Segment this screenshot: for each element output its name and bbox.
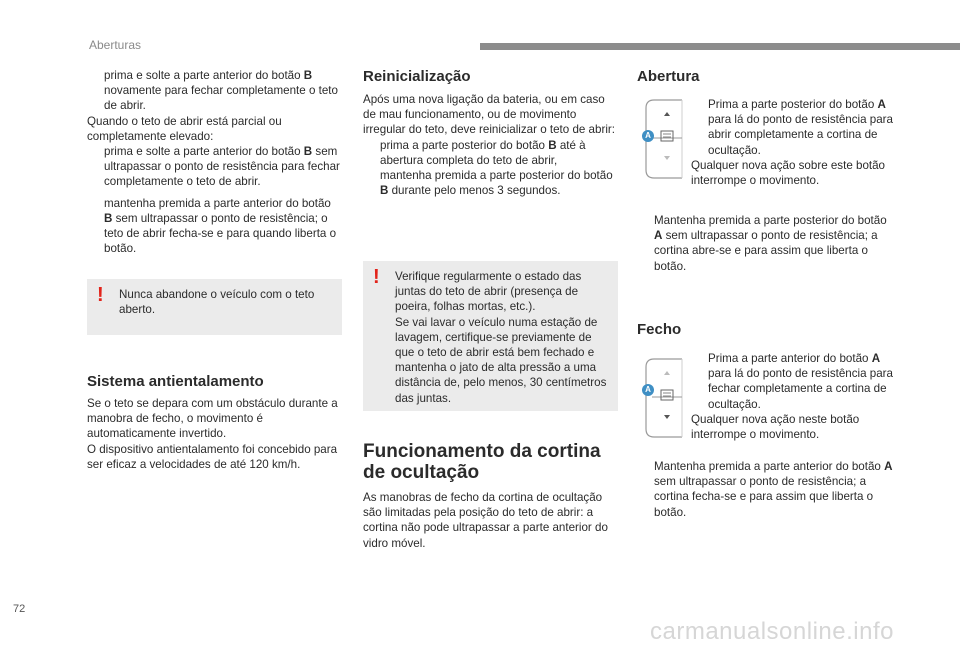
reset-text xyxy=(363,92,618,198)
button-key: B xyxy=(303,145,313,159)
paragraph: Se o teto se depara com um obstáculo durante a manobra de fecho, o movimento é automaticamente invertido. xyxy=(87,397,338,441)
note-text: Verifique regularmente o estado das juntas do teto de abrir (presença de poeira, folhas mortas, etc.). xyxy=(395,270,582,314)
list-item-text: prima e solte a parte anterior do botão xyxy=(104,145,304,159)
paragraph: Após uma nova ligação da bateria, ou em caso de mau funcionamento, ou de movimento irregular do teto, deve reinicializar o teto de abrir: xyxy=(363,93,615,137)
list-item xyxy=(363,138,618,168)
column-1 xyxy=(87,68,342,256)
heading-close: Fecho xyxy=(637,321,682,338)
list-item xyxy=(363,168,618,198)
open-text xyxy=(691,97,896,188)
warning-icon: ! xyxy=(373,266,380,288)
button-key: B xyxy=(548,138,557,152)
list-item xyxy=(87,196,342,257)
header-bar xyxy=(480,43,960,50)
list-item-text: novamente para fechar completamente o teto de abrir. xyxy=(104,84,338,113)
switch-close-diagram xyxy=(642,357,687,439)
list-item-text: até à abertura completa do teto de abrir, xyxy=(380,138,586,167)
section-title: Aberturas xyxy=(89,38,142,52)
button-key: A xyxy=(871,352,881,365)
button-key: A xyxy=(877,98,886,111)
paragraph: O dispositivo antientalamento foi concebido para ser eficaz a velocidades de até 120 km/h. xyxy=(87,442,338,471)
heading-anti-pinch: Sistema antientalamento xyxy=(87,373,264,390)
heading-blind-operation xyxy=(363,441,601,483)
paragraph: Qualquer nova ação sobre este botão interrompe o movimento. xyxy=(691,158,886,188)
close-hold-text xyxy=(637,459,895,520)
list-item-text: sem ultrapassar o ponto de resistência para fechar completamente o teto de abrir. xyxy=(104,145,340,189)
list-item-text: sem ultrapassar o ponto de resistência; a cortina abre-se e para assim que liberta o botão. xyxy=(654,229,878,273)
note-text: Se vai lavar o veículo numa estação de lavagem, certifique-se previamente de que o teto de abrir está bem fechado e mantenha o jato de alta pressão a uma distância de, pelo menos, 30 centímetros das juntas. xyxy=(395,315,607,405)
close-text xyxy=(691,351,896,442)
list-item xyxy=(87,68,342,114)
list-item-text: Prima a parte posterior do botão xyxy=(708,98,878,111)
list-item xyxy=(691,97,896,158)
list-item xyxy=(637,459,895,520)
button-key: B xyxy=(380,184,389,198)
page-number: 72 xyxy=(13,603,26,615)
list-item-text: mantenha premida a parte posterior do botão xyxy=(380,169,613,183)
list-item-text: para lá do ponto de resistência para abrir completamente a cortina de ocultação. xyxy=(708,113,893,157)
label-a-badge: A xyxy=(642,384,654,396)
warning-icon: ! xyxy=(97,284,104,306)
watermark: carmanualsonline.info xyxy=(650,618,894,645)
list-item xyxy=(691,351,896,412)
warning-note xyxy=(87,279,342,335)
anti-pinch-text xyxy=(87,396,342,472)
list-item-text: Mantenha premida a parte posterior do botão xyxy=(654,214,887,227)
heading-line: Funcionamento da cortina xyxy=(363,441,601,462)
heading-reset: Reinicialização xyxy=(363,68,471,85)
list-item xyxy=(87,144,342,190)
paragraph: Qualquer nova ação neste botão interrompe o movimento. xyxy=(691,412,860,442)
heading-line: de ocultação xyxy=(363,462,480,483)
label-a-badge: A xyxy=(642,130,654,142)
paragraph: As manobras de fecho da cortina de ocultação são limitadas pela posição do teto de abrir: a cortina não pode ultrapassar a parte anterior do vidro móvel. xyxy=(363,491,608,550)
note-text: Nunca abandone o veículo com o teto aberto. xyxy=(119,288,315,317)
button-key: A xyxy=(654,229,663,243)
warning-note xyxy=(363,261,618,411)
blind-text xyxy=(363,490,618,551)
heading-open: Abertura xyxy=(637,68,700,85)
paragraph: Quando o teto de abrir está parcial ou completamente elevado: xyxy=(87,114,282,143)
list-item-text: mantenha premida a parte anterior do botão xyxy=(104,196,331,210)
list-item-text: Prima a parte anterior do botão xyxy=(708,352,872,365)
list-item-text: sem ultrapassar o ponto de resistência; o teto de abrir fecha-se e para quando liberta o botão. xyxy=(104,211,337,256)
button-key: B xyxy=(104,211,113,225)
open-hold-text xyxy=(637,213,895,274)
button-key: A xyxy=(884,460,893,473)
list-item-text: durante pelo menos 3 segundos. xyxy=(388,184,561,198)
list-item-text: Mantenha premida a parte anterior do botão xyxy=(654,460,885,473)
list-item-text: sem ultrapassar o ponto de resistência; a cortina fecha-se e para assim que liberta o botão. xyxy=(654,475,874,519)
list-item xyxy=(637,213,895,274)
list-item-text: prima e solte a parte anterior do botão xyxy=(104,69,304,82)
button-key: B xyxy=(303,69,313,82)
list-item-text: para lá do ponto de resistência para fechar completamente a cortina de ocultação. xyxy=(708,367,893,411)
list-item-text: prima a parte posterior do botão xyxy=(380,138,549,152)
